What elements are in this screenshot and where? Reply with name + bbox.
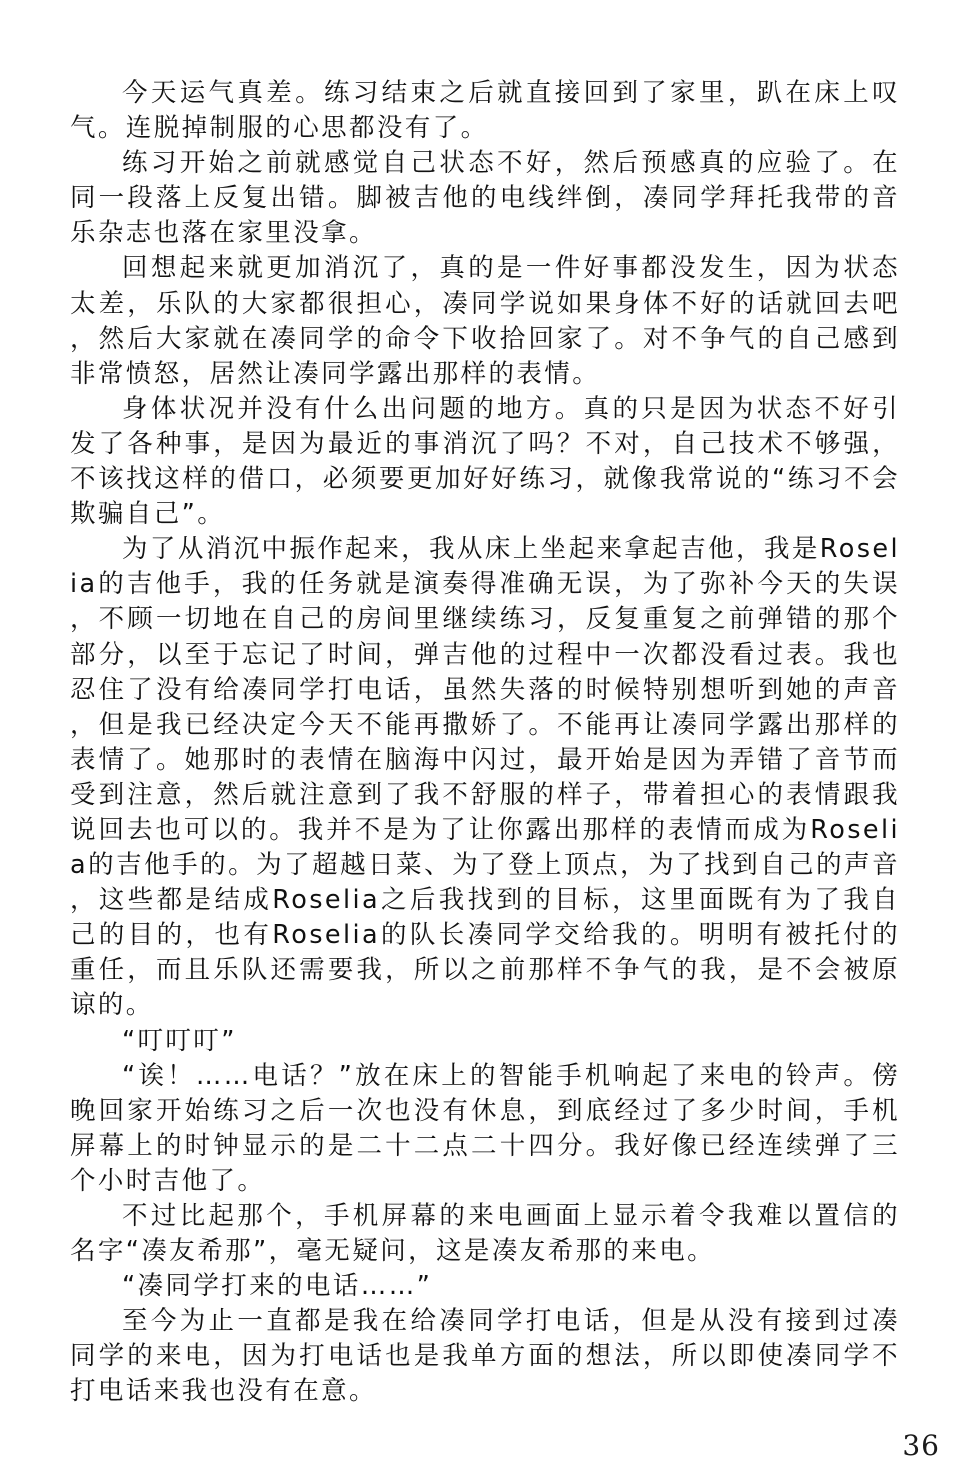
paragraph-10: 至今为止一直都是我在给凑同学打电话，但是从没有接到过凑同学的来电，因为打电话也是我单方面的想法，所以即使凑同学不打电话来我也没有在意。 (70, 1306, 900, 1407)
paragraph-7: “诶！……电话？”放在床上的智能手机响起了来电的铃声。傍晚回家开始练习之后一次也没有休息，到底经过了多少时间，手机屏幕上的时钟显示的是二十二点二十四分。我好像已经连续弹了三个小时吉他了。 (70, 1060, 900, 1196)
paragraph-8: 不过比起那个，手机屏幕的来电画面上显示着令我难以置信的名字“凑友希那”，毫无疑问，这是凑友希那的来电。 (70, 1201, 900, 1267)
paragraph-2: 练习开始之前就感觉自己状态不好，然后预感真的应验了。在同一段落上反复出错。脚被吉他的电线绊倒，凑同学拜托我带的音乐杂志也落在家里没拿。 (70, 148, 900, 249)
paragraph-6-ringtone: “叮叮叮” (122, 1025, 237, 1056)
paragraph-3: 回想起来就更加消沉了，真的是一件好事都没发生，因为状态太差，乐队的大家都很担心，凑同学说如果身体不好的话就回去吧，然后大家就在凑同学的命令下收拾回家了。对不争气的自己感到非常愤怒，居然让凑同学露出那样的表情。 (70, 253, 900, 389)
paragraph-9: “凑同学打来的电话……” (122, 1271, 433, 1302)
paragraph-4: 身体状况并没有什么出问题的地方。真的只是因为状态不好引发了各种事，是因为最近的事消沉了吗？不对，自己技术不够强，不该找这样的借口，必须要更加好好练习，就像我常说的“练习不会欺骗自己”。 (70, 393, 900, 530)
page-number: 36 (902, 1429, 940, 1462)
paragraph-5: 为了从消沉中振作起来，我从床上坐起来拿起吉他，我是Roselia的吉他手，我的任务就是演奏得准确无误，为了弥补今天的失误，不顾一切地在自己的房间里继续练习，反复重复之前弹错的那个部分，以至于忘记了时间，弹吉他的过程中一次都没看过表。我也忍住了没有给凑同学打电话，虽然失落的时候特别想听到她的声音，但是我已经决定今天不能再撒娇了。不能再让凑同学露出那样的表情了。她那时的表情在脑海中闪过，最开始是因为弄错了音节而受到注意，然后就注意到了我不舒服的样子，带着担心的表情跟我说回去也可以的。我并不是为了让你露出那样的表情而成为Roselia的吉他手的。为了超越日菜、为了登上顶点，为了找到自己的声音，这些都是结成Roselia之后我找到的目标，这里面既有为了我自己的目的，也有Roselia的队长凑同学交给我的。明明有被托付的重任，而且乐队还需要我，所以之前那样不争气的我，是不会被原谅的。 (70, 534, 900, 1021)
novel-body-text (70, 76, 900, 1410)
paragraph-1: 今天运气真差。练习结束之后就直接回到了家里，趴在床上叹气。连脱掉制服的心思都没有了。 (70, 78, 900, 144)
